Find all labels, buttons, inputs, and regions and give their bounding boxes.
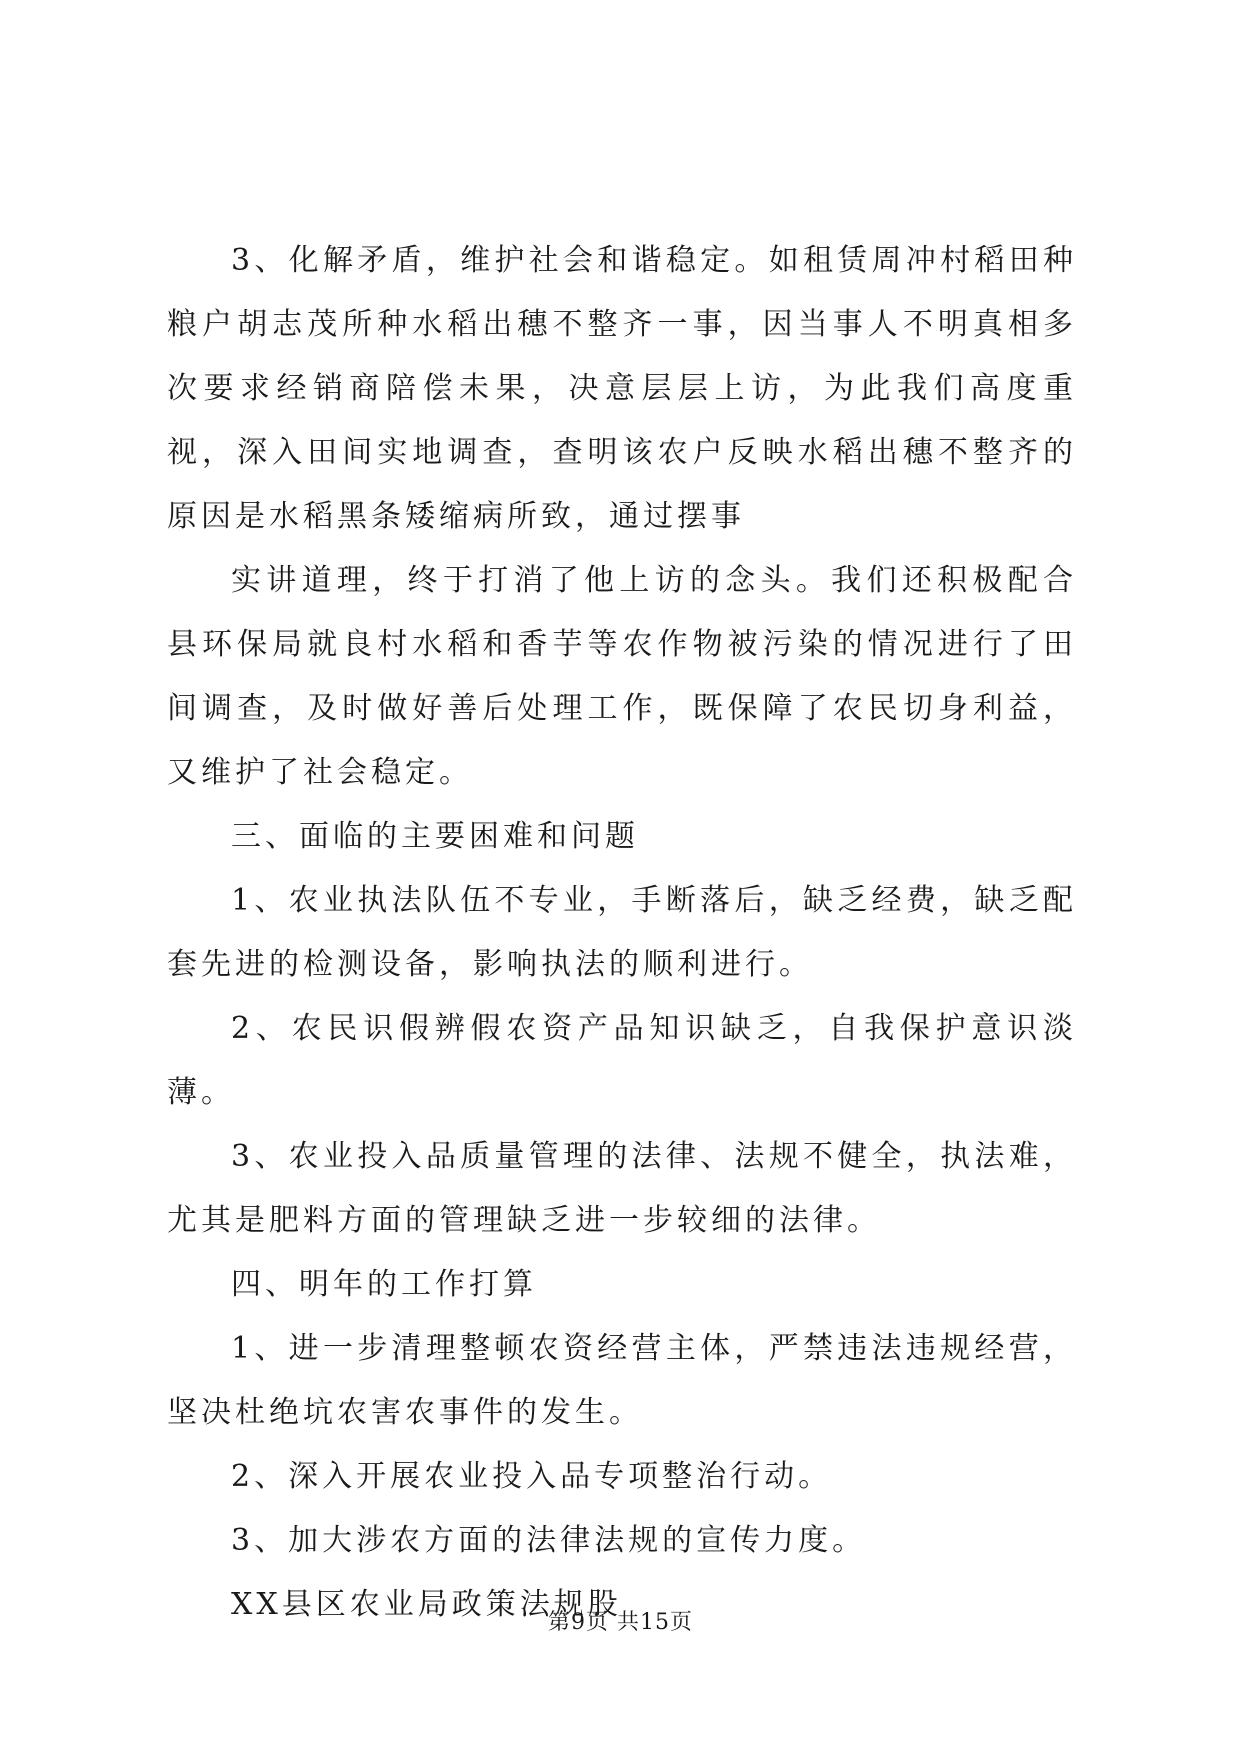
paragraph-difficulty-2: 2、农民识假辨假农资产品知识缺乏，自我保护意识淡薄。: [167, 1011, 1077, 1110]
paragraph-difficulty-3: 3、农业投入品质量管理的法律、法规不健全，执法难，尤其是肥料方面的管理缺乏进一步较细的法律。: [167, 1139, 1077, 1238]
paragraph-plan-3: 3、加大涉农方面的法律法规的宣传力度。: [231, 1523, 867, 1558]
paragraph-plan-1: 1、进一步清理整顿农资经营主体，严禁违法违规经营，坚决杜绝坑农害农事件的发生。: [167, 1331, 1077, 1430]
page-number-footer: 第9页 共15页: [548, 1610, 693, 1635]
section-heading-difficulties: 三、面临的主要困难和问题: [231, 819, 639, 854]
paragraph-plan-2: 2、深入开展农业投入品专项整治行动。: [231, 1459, 833, 1494]
paragraph-difficulty-1: 1、农业执法队伍不专业，手断落后，缺乏经费，缺乏配套先进的检测设备，影响执法的顺利进行。: [167, 883, 1077, 982]
paragraph-reasoning-outcome: 实讲道理，终于打消了他上访的念头。我们还积极配合县环保局就良村水稻和香芋等农作物被污染的情况进行了田间调查，及时做好善后处理工作，既保障了农民切身利益，又维护了社会稳定。: [167, 563, 1077, 790]
signature-department: XX县区农业局政策法规股: [231, 1587, 622, 1622]
section-heading-next-year-plan: 四、明年的工作打算: [231, 1267, 537, 1302]
paragraph-resolve-conflicts: 3、化解矛盾，维护社会和谐稳定。如租赁周冲村稻田种粮户胡志茂所种水稻出穗不整齐一事，因当事人不明真相多次要求经销商陪偿未果，决意层层上访，为此我们高度重视，深入田间实地调查，查明该农户反映水稻出穗不整齐的原因是水稻黑条矮缩病所致，通过摆事: [167, 243, 1077, 534]
document-body: [167, 229, 1077, 1637]
